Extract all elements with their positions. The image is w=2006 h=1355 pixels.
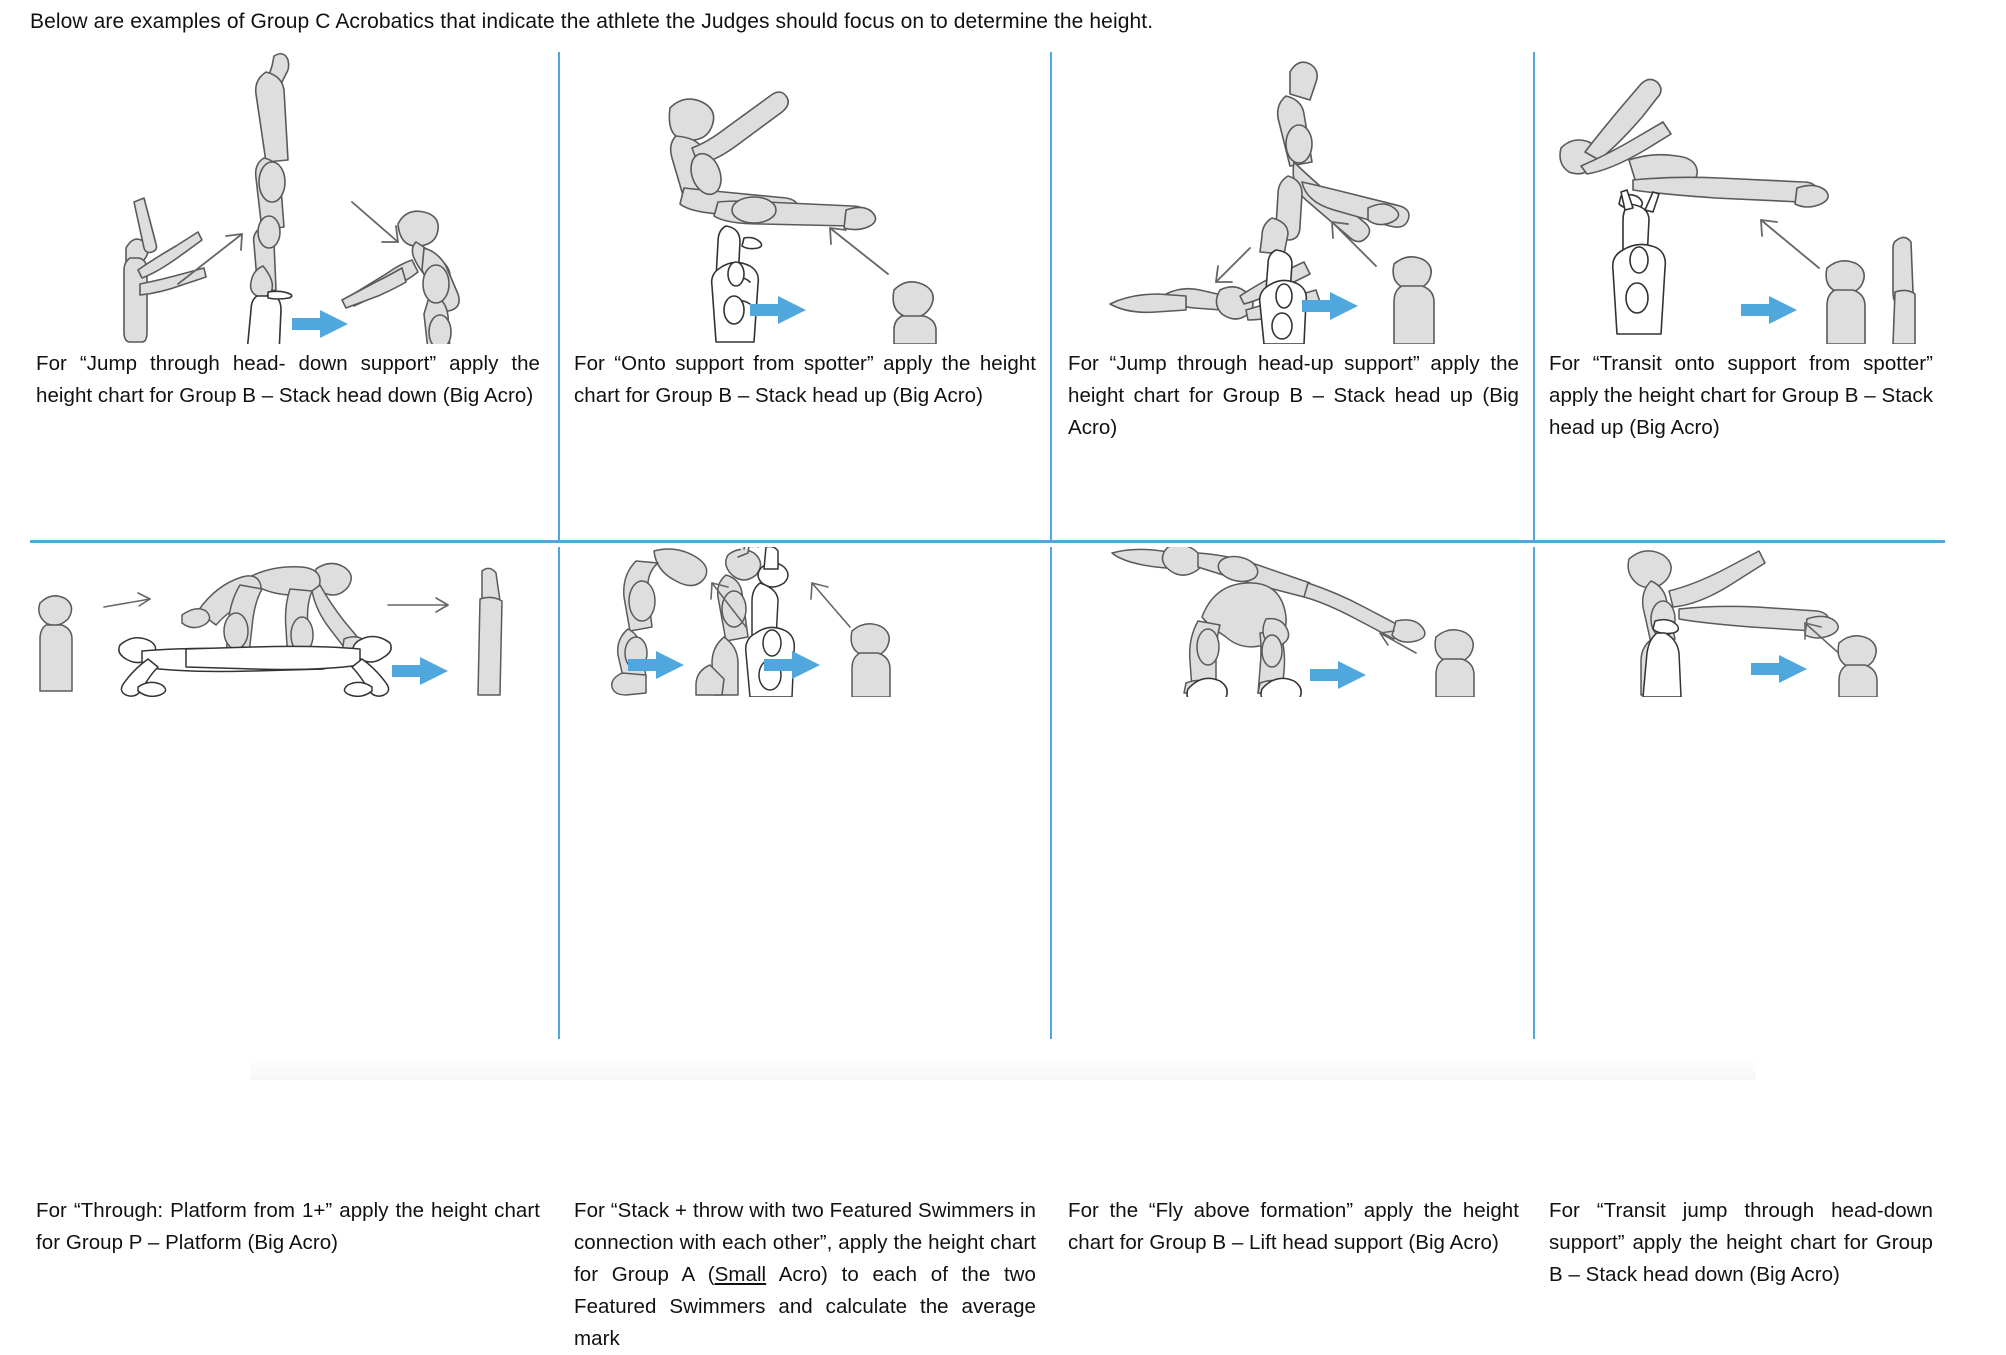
jump-through-head-down-support-illustration [30, 52, 558, 344]
blue-left-arrow [1741, 296, 1797, 324]
caption-part-1: For “Stack + throw with two Featured Swimmers in connection with each other”, apply the height chart for Group A ( [574, 1199, 1036, 1286]
cell-2 [558, 52, 1050, 540]
cell-2-caption [558, 348, 1050, 412]
acrobatics-examples-grid [30, 52, 1945, 1350]
caption-text: For “Onto support from spotter” apply the height chart for Group B – Stack head up (Big Acro) [574, 352, 1036, 407]
cell-6-caption [558, 1195, 1050, 1355]
transit-jump-through-head-down-support-illustration [1533, 547, 1945, 697]
cell-7 [1050, 547, 1533, 1254]
caption-part-small-underlined: Small [714, 1263, 767, 1286]
blue-left-arrow [1751, 655, 1807, 683]
blue-left-arrow [750, 296, 806, 324]
caption-text: For “Jump through head- down support” apply the height chart for Group B – Stack head down (Big Acro) [36, 352, 540, 407]
cell-4 [1533, 52, 1945, 540]
caption-text: For “Transit jump through head-down support” apply the height chart for Group B – Stack head down (Big Acro) [1549, 1199, 1933, 1286]
cell-7-caption [1050, 1195, 1533, 1259]
jump-through-head-up-support-illustration [1050, 52, 1533, 344]
blue-left-arrow [392, 657, 448, 685]
cell-1-caption [30, 348, 558, 412]
cell-5 [30, 547, 558, 1254]
blue-left-arrow [292, 310, 348, 338]
cell-3 [1050, 52, 1533, 540]
caption-text: For “Through: Platform from 1+” apply the height chart for Group P – Platform (Big Acro) [36, 1199, 540, 1254]
cell-1 [30, 52, 558, 540]
stack-plus-throw-two-featured-swimmers-illustration [558, 547, 1050, 697]
caption-text: For “Transit onto support from spotter” apply the height chart for Group B – Stack head up (Big Acro) [1549, 352, 1933, 439]
row-divider-horizontal [30, 540, 1945, 543]
cell-3-caption [1050, 348, 1533, 444]
onto-support-from-spotter-illustration [558, 52, 1050, 344]
cell-4-caption [1533, 348, 1945, 444]
through-platform-from-1-plus-illustration [30, 547, 558, 697]
transit-onto-support-from-spotter-illustration [1533, 52, 1945, 344]
grid-row-bottom [30, 547, 1945, 1350]
cell-8-caption [1533, 1195, 1945, 1291]
caption-part-3: Acro) to each of the two Featured Swimmers and calculate the average mark [574, 1263, 1036, 1350]
cell-5-caption [30, 1195, 558, 1259]
grid-row-top [30, 52, 1945, 540]
blue-left-arrow [1310, 661, 1366, 689]
cell-8 [1533, 547, 1945, 1286]
cell-6 [558, 547, 1050, 1350]
fly-above-formation-illustration [1050, 547, 1533, 697]
caption-text: For “Jump through head-up support” apply the height chart for Group B – Stack head up (Big Acro) [1068, 352, 1519, 439]
intro-text: Below are examples of Group C Acrobatics that indicate the athlete the Judges should focus on to determine the height. [30, 10, 1154, 33]
caption-text: For the “Fly above formation” apply the height chart for Group B – Lift head support (Big Acro) [1068, 1199, 1519, 1254]
